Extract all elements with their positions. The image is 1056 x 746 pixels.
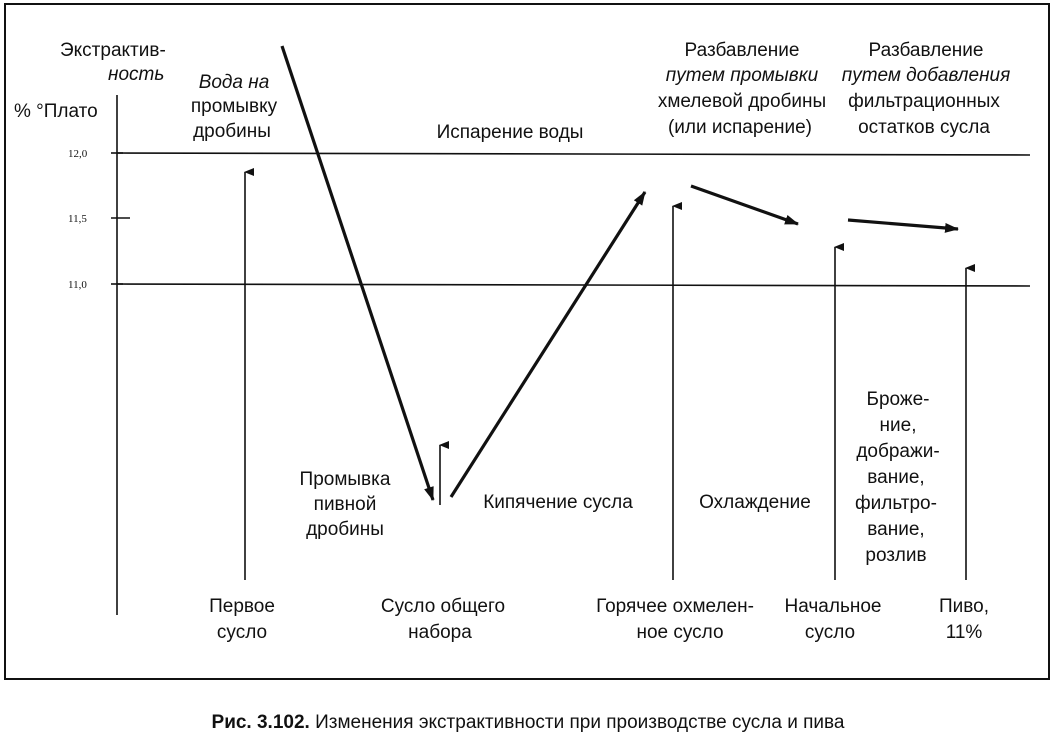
fermentation-line4: вание, xyxy=(867,467,925,488)
dilution1-line2: путем промывки xyxy=(665,65,819,86)
boiling-label: Кипячение сусла xyxy=(483,492,633,513)
total-wort-line1: Сусло общего xyxy=(380,596,506,617)
beer-line2: 11% xyxy=(945,622,983,643)
total-wort-line2: набора xyxy=(408,622,472,643)
water-label-line2: промывку xyxy=(190,96,278,117)
fermentation-line1: Броже- xyxy=(866,389,930,410)
initial-wort-line1: Начальное xyxy=(784,596,882,617)
y-axis-title-line2: ность xyxy=(108,64,165,85)
first-wort-line1: Первое xyxy=(209,596,275,617)
y-tick-label-11: 11,0 xyxy=(68,279,87,291)
water-label-line3: дробины xyxy=(193,121,271,142)
initial-wort-line2: сусло xyxy=(804,622,856,643)
y-axis-title-line1: Экстрактив- xyxy=(60,40,166,61)
washing-label-line1: Промывка xyxy=(299,469,391,490)
hot-wort-line2: ное сусло xyxy=(636,622,724,643)
dilution2-line4: остатков сусла xyxy=(858,117,990,138)
dilution1-line4: (или испарение) xyxy=(667,117,813,138)
fermentation-line2: ние, xyxy=(879,415,917,436)
arrow-hop-dilution xyxy=(691,186,798,224)
fermentation-line5: фильтро- xyxy=(855,493,937,514)
fermentation-line7: розлив xyxy=(865,545,927,566)
first-wort-line2: сусло xyxy=(216,622,268,643)
figure-caption xyxy=(0,712,1056,734)
fermentation-line6: вание, xyxy=(867,519,925,540)
dilution2-line1: Разбавление xyxy=(868,40,984,61)
arrow-dilution-washing xyxy=(282,46,433,500)
arrow-boiling-evaporation xyxy=(451,192,645,497)
y-tick-label-11-5: 11,5 xyxy=(68,213,87,225)
water-label-line1: Вода на xyxy=(198,72,270,93)
arrow-residue-dilution xyxy=(848,220,958,229)
washing-label-line3: дробины xyxy=(306,519,384,540)
cooling-label: Охлаждение xyxy=(699,492,811,513)
evaporation-label: Испарение воды xyxy=(436,122,584,143)
y-axis-unit: % °Плато xyxy=(14,101,98,122)
beer-line1: Пиво, xyxy=(939,596,989,617)
dilution1-line1: Разбавление xyxy=(684,40,800,61)
hot-wort-line1: Горячее охмелен- xyxy=(596,596,754,617)
y-tick-label-12: 12,0 xyxy=(68,148,88,160)
washing-label-line2: пивной xyxy=(313,494,377,515)
caption-text: Изменения экстрактивности при производстве сусла и пива xyxy=(309,712,845,733)
dilution2-line2: путем добавления xyxy=(841,65,1011,86)
level-12-line xyxy=(117,153,1030,155)
caption-number: Рис. 3.102. xyxy=(211,712,310,733)
dilution2-line3: фильтрационных xyxy=(848,91,1000,112)
dilution1-line3: хмелевой дробины xyxy=(657,91,827,112)
fermentation-line3: дображи- xyxy=(856,441,940,462)
level-11-line xyxy=(117,284,1030,286)
